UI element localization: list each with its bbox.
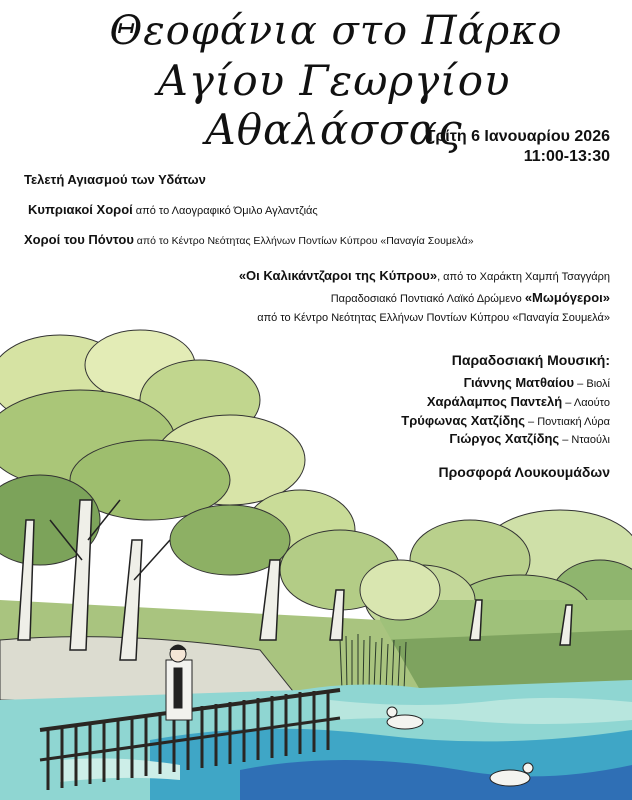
music-heading: Παραδοσιακή Μουσική:	[451, 352, 610, 368]
performer-3	[401, 413, 610, 428]
performer-1-instrument: Βιολί	[586, 378, 610, 390]
performer-4-instrument: Νταούλι	[571, 434, 610, 446]
performer-3-instrument: Ποντιακή Λύρα	[537, 416, 610, 428]
program-item-5	[331, 290, 610, 305]
lake	[0, 680, 632, 800]
performer-1-dash: –	[574, 378, 587, 390]
program-item-2	[28, 202, 318, 217]
performer-2	[427, 394, 610, 409]
program-item-4	[239, 268, 610, 283]
event-date: Τρίτη 6 Ιανουαρίου 2026	[425, 128, 610, 145]
program-item-2-bold: Κυπριακοί Χοροί	[28, 202, 133, 217]
title-line-1: Θεοφάνια στο Πάρκο	[109, 8, 563, 54]
program-item-4-text: , από το Χαράκτη Χαμπή Τσαγγάρη	[437, 271, 610, 283]
program-item-3-text: από το Κέντρο Νεότητας Ελλήνων Ποντίων Κύπρου «Παναγία Σουμελά»	[133, 235, 474, 247]
performer-1	[464, 375, 610, 390]
program-item-1-bold: Τελετή Αγιασμού των Υδάτων	[24, 172, 206, 187]
program-item-5-bold: «Μωμόγεροι»	[524, 290, 610, 305]
performer-4-dash: –	[559, 434, 572, 446]
performer-4-name: Γιώργος Χατζίδης	[449, 431, 560, 446]
title-line-2: Αγίου Γεωργίου Αθαλάσσας	[157, 56, 511, 154]
program-item-3-bold: Χοροί του Πόντου	[24, 232, 134, 247]
program-item-5-text: Παραδοσιακό Ποντιακό Λαϊκό Δρώμενο	[330, 293, 525, 305]
program-item-6	[257, 312, 610, 324]
program-item-2-text: από το Λαογραφικό Όμιλο Αγλαντζιάς	[132, 205, 318, 217]
event-time: 11:00-13:30	[523, 148, 610, 165]
performer-1-name: Γιάννης Ματθαίου	[463, 375, 575, 390]
performer-4	[449, 431, 610, 446]
performer-2-name: Χαράλαμπος Παντελή	[426, 394, 563, 409]
performer-2-dash: –	[562, 397, 574, 409]
performer-3-name: Τρύφωνας Χατζίδης	[401, 413, 525, 428]
performer-2-instrument: Λαούτο	[573, 397, 610, 409]
offer-text: Προσφορά Λουκουμάδων	[438, 464, 610, 480]
program-item-4-bold: «Οι Καλικάντζαροι της Κύπρου»	[238, 268, 438, 283]
performer-3-dash: –	[525, 416, 538, 428]
program-item-1	[24, 172, 206, 187]
program-item-3	[24, 232, 474, 247]
program-item-6-text: από το Κέντρο Νεότητας Ελλήνων Ποντίων Κύπρου «Παναγία Σουμελά»	[257, 312, 610, 324]
foreground-trees	[0, 330, 440, 620]
